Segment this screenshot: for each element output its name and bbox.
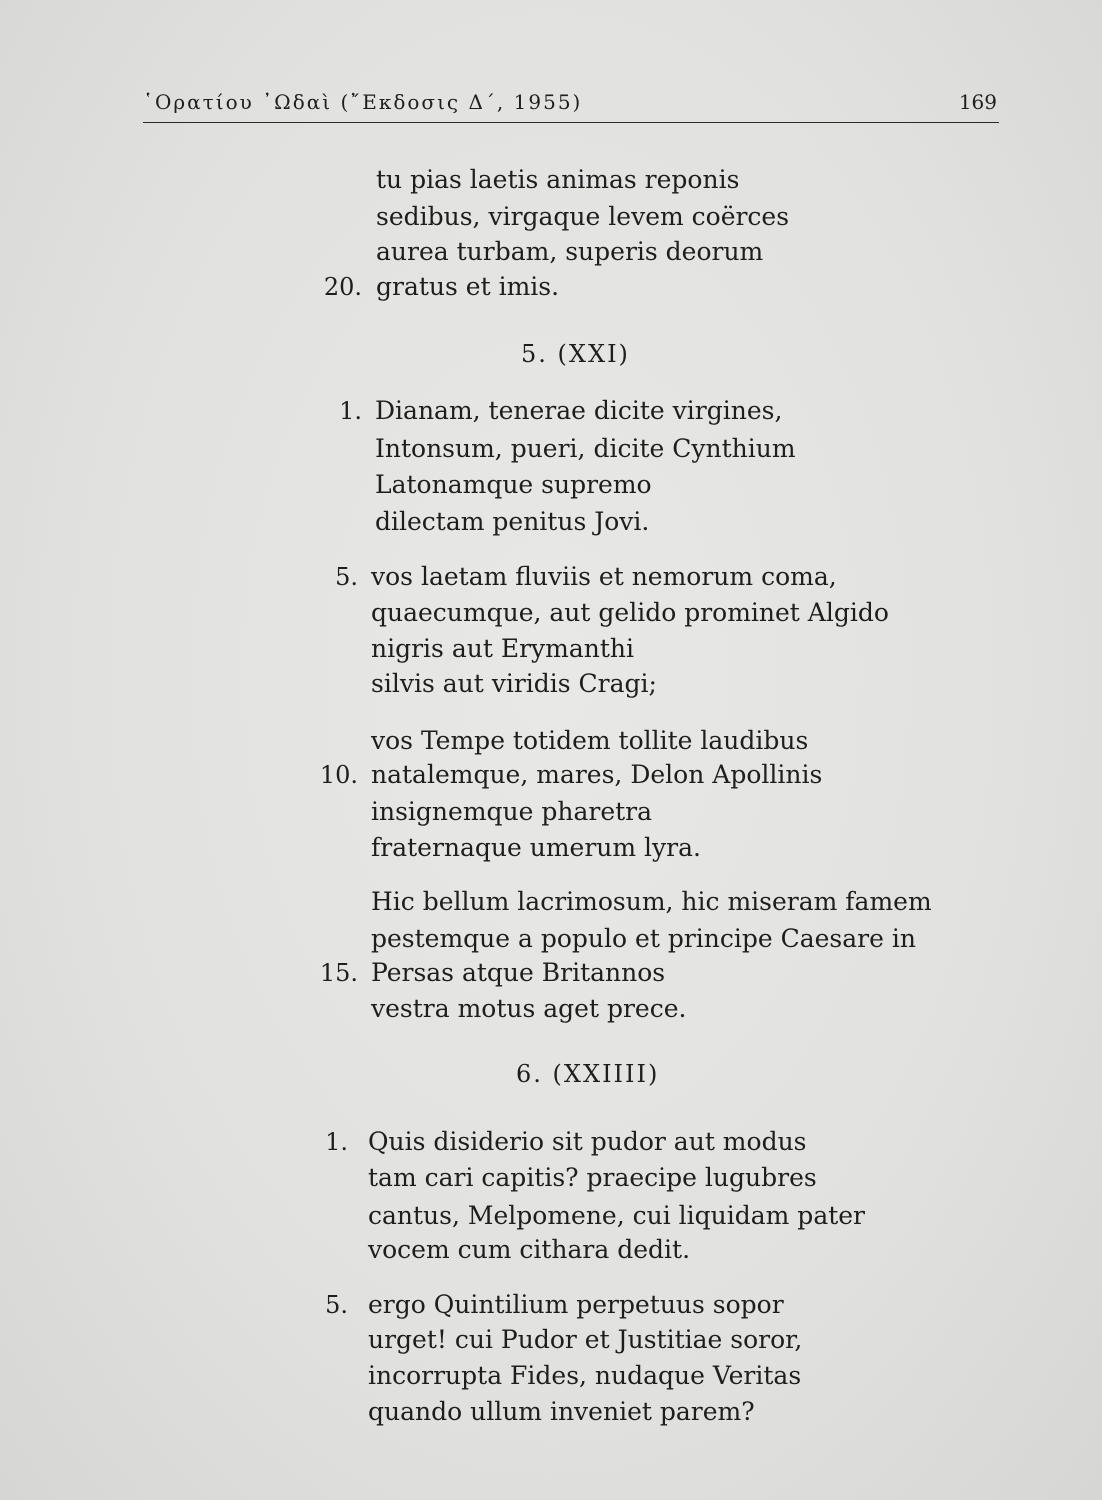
verse-line: tam cari capitis? praecipe lugubres (368, 1163, 817, 1192)
poem-heading: 5. (XXI) (521, 340, 630, 368)
verse-line: Latonamque supremo (375, 470, 652, 499)
page-number: 169 (958, 90, 997, 114)
verse-line: fraternaque umerum lyra. (371, 833, 701, 862)
line-number: 15. (319, 959, 358, 987)
verse-line: aurea turbam, superis deorum (376, 237, 764, 266)
line-number: 10. (319, 761, 358, 789)
verse-line: cantus, Melpomene, cui liquidam pater (368, 1201, 866, 1230)
line-number: 5. (325, 1291, 348, 1319)
verse-line: quaecumque, aut gelido prominet Algido (371, 598, 889, 627)
verse-line: Dianam, tenerae dicite virgines, (375, 396, 783, 425)
header-rule (143, 122, 999, 123)
verse-line: quando ullum inveniet parem? (368, 1397, 755, 1426)
verse-line: vestra motus aget prece. (371, 994, 687, 1023)
verse-line: vos Tempe totidem tollite laudibus (371, 726, 809, 755)
verse-line: gratus et imis. (376, 272, 560, 301)
verse-line: tu pias laetis animas reponis (376, 165, 740, 194)
poem-heading: 6. (XXIIII) (516, 1060, 660, 1088)
line-number: 5. (335, 563, 358, 591)
verse-line: Persas atque Britannos (371, 958, 666, 987)
verse-line: nigris aut Erymanthi (371, 634, 635, 663)
verse-line: sedibus, virgaque levem coërces (376, 202, 790, 231)
line-number: 1. (325, 1128, 348, 1156)
verse-line: urget! cui Pudor et Justitiae soror, (368, 1325, 803, 1354)
running-head-title: ῾Ορατίου ᾿Ωδαὶ (῎Εκδοσις Δ΄, 1955) (143, 90, 583, 114)
verse-line: Hic bellum lacrimosum, hic miseram famem (371, 887, 932, 916)
line-number: 20. (323, 273, 362, 301)
verse-line: incorrupta Fides, nudaque Veritas (368, 1361, 802, 1390)
running-head (143, 86, 999, 118)
verse-line: dilectam penitus Jovi. (375, 507, 650, 536)
verse-line: insignemque pharetra (371, 797, 653, 826)
verse-line: natalemque, mares, Delon Apollinis (371, 760, 823, 789)
verse-line: ergo Quintilium perpetuus sopor (368, 1290, 784, 1319)
verse-line: silvis aut viridis Cragi; (371, 669, 657, 698)
verse-line: Quis disiderio sit pudor aut modus (368, 1127, 807, 1156)
verse-line: vos laetam fluviis et nemorum coma, (371, 562, 837, 591)
verse-line: Intonsum, pueri, dicite Cynthium (375, 434, 796, 463)
verse-line: vocem cum cithara dedit. (368, 1235, 691, 1264)
verse-line: pestemque a populo et principe Caesare in (371, 924, 916, 953)
line-number: 1. (339, 397, 362, 425)
